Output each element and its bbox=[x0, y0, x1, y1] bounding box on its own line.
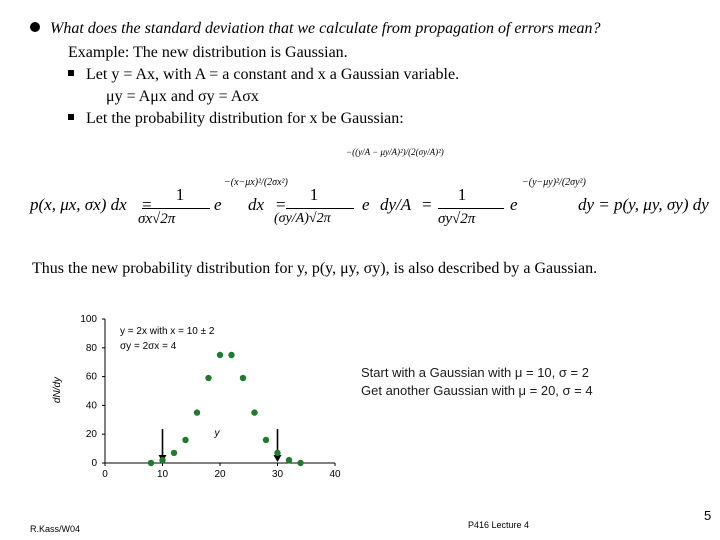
eq-frac1-den: σx√2π bbox=[138, 211, 176, 227]
x-tick-label: 40 bbox=[329, 469, 341, 480]
data-point bbox=[205, 375, 211, 381]
data-point bbox=[159, 457, 165, 463]
data-point bbox=[286, 457, 292, 463]
bullet2-text: Let the probability distribution for x be Gaussian: bbox=[86, 110, 404, 127]
chart-points bbox=[148, 352, 304, 466]
page-number: 5 bbox=[704, 508, 712, 523]
y-tick-label: 20 bbox=[85, 429, 97, 441]
question-line bbox=[30, 20, 600, 38]
x-tick-label: 0 bbox=[102, 469, 108, 480]
eq-exp2: −((y/A − μy/A)²)/(2(σy/A)²) bbox=[346, 147, 444, 157]
legend-line-2: Get another Gaussian with μ = 20, σ = 4 bbox=[361, 383, 593, 398]
data-point bbox=[171, 450, 177, 456]
legend-line-1: Start with a Gaussian with μ = 10, σ = 2 bbox=[361, 365, 589, 380]
eq-exp1: −(x−μx)²/(2σx²) bbox=[224, 177, 288, 188]
eq-dy-over-a: dy/A bbox=[380, 195, 412, 214]
footer-author: R.Kass/W04 bbox=[30, 524, 81, 534]
gaussian-equation: p(x, μx, σx) dx = 1 σx√2π e −(x−μx)²/(2σx²) dx = 1 (σy/A)√2π e −((y/A − μy/A)²)/(2(σy/A)²) dy/A = 1 σy√2π e −(y−μy)²/(2σy²) dy = p(y, μy, σy) dy bbox=[30, 147, 709, 227]
data-point bbox=[251, 409, 257, 415]
chart-ylabel: dN/dy bbox=[52, 376, 63, 404]
data-point bbox=[182, 437, 188, 443]
data-point bbox=[263, 437, 269, 443]
eq-lhs: p(x, μx, σx) dx bbox=[30, 195, 127, 214]
conclusion-text: Thus the new probability distribution for y, p(y, μy, σy), is also described by a Gaussian. bbox=[32, 260, 598, 277]
eq-frac2-num: 1 bbox=[309, 185, 319, 204]
gaussian-chart bbox=[50, 310, 350, 480]
data-point bbox=[274, 450, 280, 456]
chart-annotation-2: σy = 2σx = 4 bbox=[120, 341, 177, 352]
data-point bbox=[240, 375, 246, 381]
data-point bbox=[297, 460, 303, 466]
x-tick-label: 10 bbox=[156, 469, 169, 480]
y-tick-label: 100 bbox=[80, 314, 97, 325]
eq-exp3: −(y−μy)²/(2σy²) bbox=[522, 177, 586, 188]
chart-annotation-1: y = 2x with x = 10 ± 2 bbox=[120, 326, 215, 337]
example-line: Example: The new distribution is Gaussian. bbox=[68, 44, 348, 61]
bullet1-text: Let y = Ax, with A = a constant and x a Gaussian variable. bbox=[86, 66, 460, 83]
bullet-square bbox=[68, 70, 74, 76]
y-tick-label: 80 bbox=[85, 342, 97, 354]
bullet-square bbox=[68, 114, 74, 120]
eq-frac3-den: σy√2π bbox=[438, 211, 476, 227]
question-text: What does the standard deviation that we calculate from propagation of errors mean? bbox=[50, 20, 601, 37]
data-point bbox=[228, 352, 234, 358]
bullet1-line bbox=[68, 66, 459, 84]
chart-ticks bbox=[80, 314, 341, 480]
data-point bbox=[194, 409, 200, 415]
eq-frac2-den: (σy/A)√2π bbox=[274, 211, 331, 226]
eq-rhs: dy = p(y, μy, σy) dy bbox=[578, 195, 709, 214]
data-point bbox=[217, 352, 223, 358]
legend bbox=[361, 364, 593, 400]
eq-frac3-num: 1 bbox=[457, 185, 467, 204]
bullet-dot bbox=[30, 22, 40, 32]
y-tick-label: 60 bbox=[85, 371, 97, 383]
relation-line: μy = Aμx and σy = Aσx bbox=[106, 88, 259, 105]
data-point bbox=[148, 460, 154, 466]
bullet2-line bbox=[68, 110, 404, 128]
chart-xlabel: y bbox=[214, 428, 220, 439]
y-tick-label: 40 bbox=[85, 400, 97, 412]
eq-frac1-num: 1 bbox=[175, 185, 185, 204]
x-tick-label: 30 bbox=[271, 469, 284, 480]
y-tick-label: 0 bbox=[91, 458, 97, 469]
eq-dx: dx bbox=[248, 195, 265, 214]
chart-arrows bbox=[159, 429, 282, 462]
footer-lecture: P416 Lecture 4 bbox=[468, 520, 530, 530]
x-tick-label: 20 bbox=[214, 469, 226, 480]
